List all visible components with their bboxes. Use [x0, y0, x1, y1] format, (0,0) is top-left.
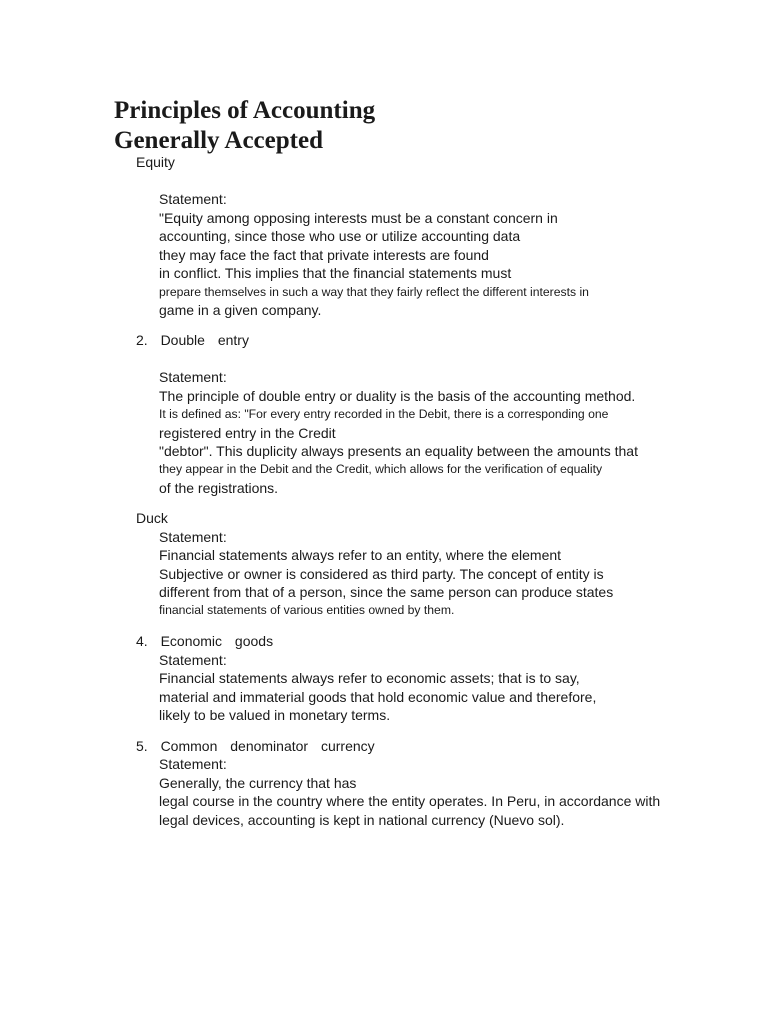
- statement-line: Financial statements always refer to economic assets; that is to say,: [159, 670, 580, 686]
- statement-label: Statement:: [159, 369, 227, 385]
- statement-line: Generally, the currency that has: [159, 775, 357, 791]
- statement-line: material and immaterial goods that hold economic value and therefore,: [159, 689, 597, 705]
- section-heading: 4. Economic goods: [136, 633, 274, 649]
- statement-line: in conflict. This implies that the financial statements must: [159, 265, 512, 281]
- statement-label: Statement:: [159, 652, 227, 668]
- statement-line: Financial statements always refer to an entity, where the element: [159, 547, 562, 563]
- statement-line: registered entry in the Credit: [159, 425, 336, 441]
- section-heading: Equity: [136, 154, 175, 170]
- statement-line: Subjective or owner is considered as third party. The concept of entity is: [159, 566, 604, 582]
- document-title: [114, 96, 375, 156]
- statement-line: accounting, since those who use or utilize accounting data: [159, 228, 521, 244]
- statement-line: financial statements of various entities owned by them.: [159, 603, 455, 617]
- statement-line: different from that of a person, since the same person can produce states: [159, 584, 614, 600]
- title-line-1: Principles of Accounting: [114, 97, 376, 124]
- statement-label: Statement:: [159, 529, 227, 545]
- statement-line: prepare themselves in such a way that they fairly reflect the different interests in: [159, 285, 589, 299]
- section-heading: 5. Common denominator currency: [136, 738, 375, 754]
- statement-line: The principle of double entry or duality is the basis of the accounting method.: [159, 388, 636, 404]
- statement-line: of the registrations.: [159, 480, 279, 496]
- statement-line: legal devices, accounting is kept in national currency (Nuevo sol).: [159, 812, 565, 828]
- statement-line: legal course in the country where the entity operates. In Peru, in accordance with: [159, 793, 661, 809]
- statement-line: "Equity among opposing interests must be a constant concern in: [159, 210, 558, 226]
- statement-line: likely to be valued in monetary terms.: [159, 707, 391, 723]
- title-line-2: Generally Accepted: [114, 127, 323, 154]
- statement-line: It is defined as: "For every entry recorded in the Debit, there is a corresponding one: [159, 407, 609, 421]
- statement-line: "debtor". This duplicity always presents an equality between the amounts that: [159, 443, 638, 459]
- statement-line: they may face the fact that private interests are found: [159, 247, 489, 263]
- statement-label: Statement:: [159, 191, 227, 207]
- statement-line: they appear in the Debit and the Credit, which allows for the verification of equality: [159, 462, 603, 476]
- section-heading: 2. Double entry: [136, 332, 249, 348]
- statement-label: Statement:: [159, 756, 227, 772]
- statement-line: game in a given company.: [159, 302, 322, 318]
- section-heading: Duck: [136, 510, 168, 526]
